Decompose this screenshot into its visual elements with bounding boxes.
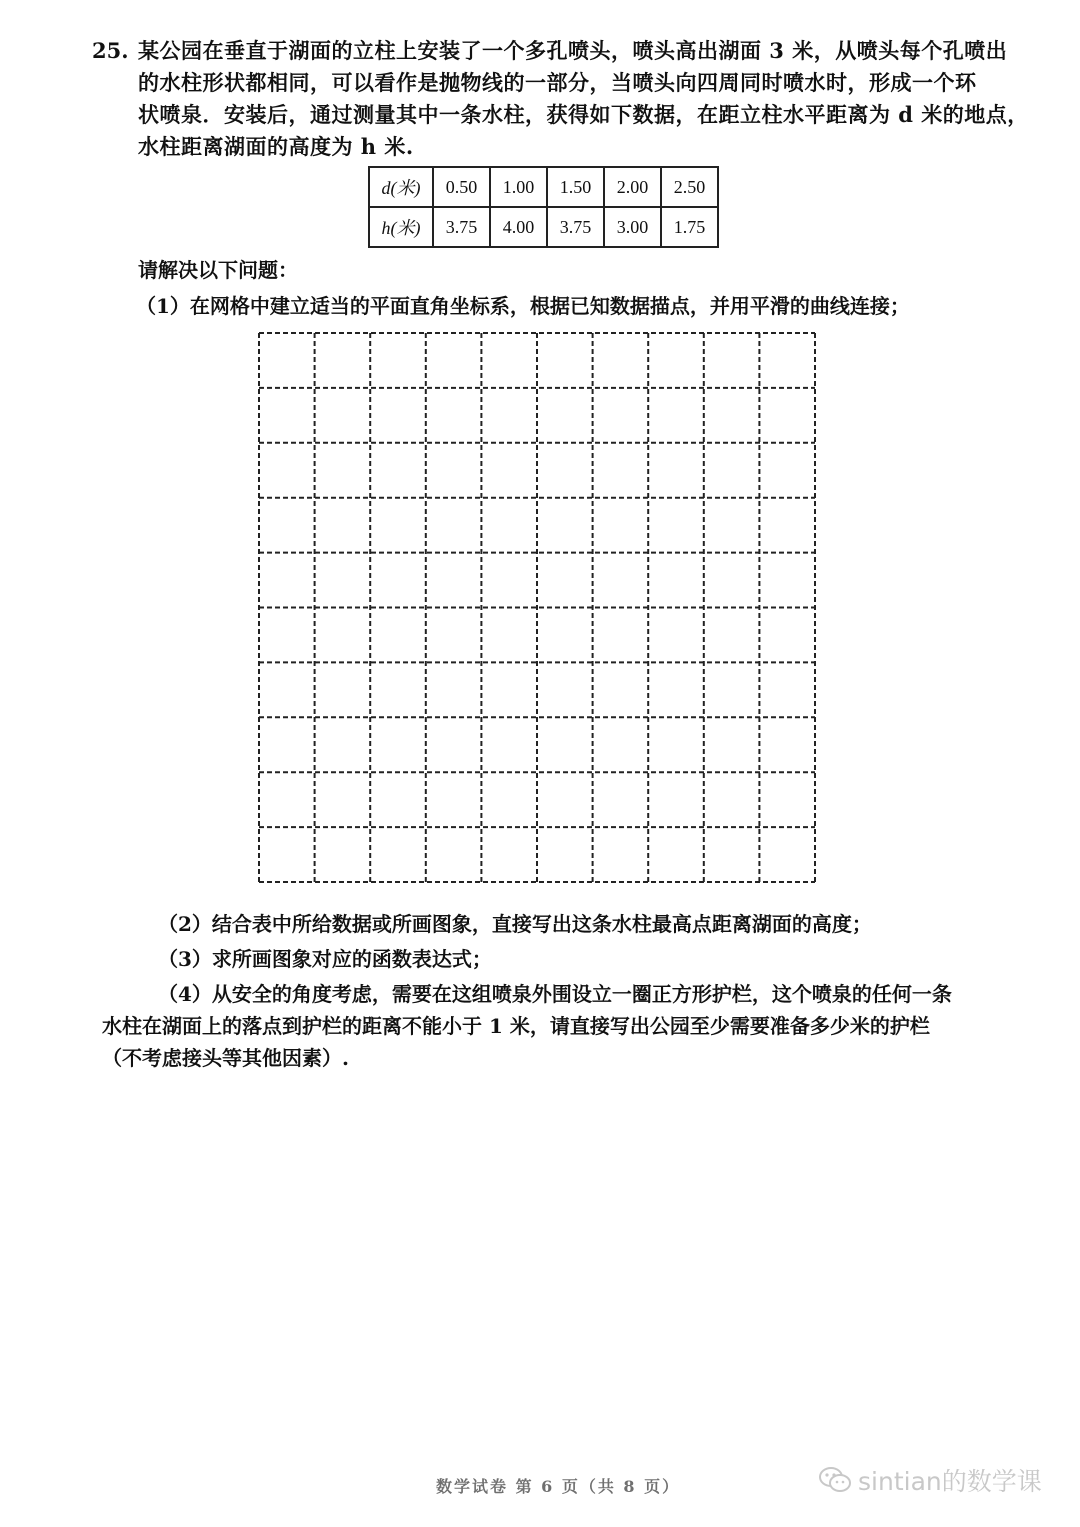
table-cell: 0.50 bbox=[433, 167, 490, 207]
table-cell: 1.50 bbox=[547, 167, 604, 207]
question-line-4: 水柱距离湖面的高度为 h 米. bbox=[138, 134, 414, 159]
data-table bbox=[368, 166, 719, 248]
table-cell: 4.00 bbox=[490, 207, 547, 247]
table-header-d: d(米) bbox=[369, 167, 433, 207]
table-cell: 2.50 bbox=[661, 167, 718, 207]
answer-grid bbox=[256, 330, 818, 885]
wechat-icon bbox=[818, 1465, 852, 1495]
part-4-line-2: 水柱在湖面上的落点到护栏的距离不能小于 1 米，请直接写出公园至少需要准备多少米的护栏 bbox=[102, 1014, 930, 1038]
table-cell: 3.75 bbox=[547, 207, 604, 247]
watermark bbox=[818, 1460, 1042, 1500]
table-cell: 3.00 bbox=[604, 207, 661, 247]
part-4-line-3: （不考虑接头等其他因素）. bbox=[102, 1046, 349, 1070]
question-line-3: 状喷泉．安装后，通过测量其中一条水柱，获得如下数据，在距立柱水平距离为 d 米的地点， bbox=[138, 102, 1029, 127]
watermark-text: sintian的数学课 bbox=[858, 1467, 1042, 1496]
page-footer: 数学试卷 第 6 页（共 8 页） bbox=[436, 1477, 681, 1496]
table-row-h bbox=[369, 207, 718, 247]
part-3-text: （3）求所画图象对应的函数表达式； bbox=[158, 947, 492, 971]
table-header-h: h(米) bbox=[369, 207, 433, 247]
table-cell: 1.75 bbox=[661, 207, 718, 247]
part-2-text: （2）结合表中所给数据或所画图象，直接写出这条水柱最高点距离湖面的高度； bbox=[158, 912, 872, 936]
question-number: 25. bbox=[92, 38, 129, 63]
problem-prompt: 请解决以下问题： bbox=[138, 258, 298, 282]
dashed-grid bbox=[256, 330, 818, 885]
table-cell: 1.00 bbox=[490, 167, 547, 207]
table-cell: 3.75 bbox=[433, 207, 490, 247]
part-1-text: （1）在网格中建立适当的平面直角坐标系，根据已知数据描点，并用平滑的曲线连接； bbox=[136, 294, 910, 318]
question-line-1: 某公园在垂直于湖面的立柱上安装了一个多孔喷头，喷头高出湖面 3 米，从喷头每个孔喷出 bbox=[138, 38, 1008, 63]
question-line-2: 的水柱形状都相同，可以看作是抛物线的一部分，当喷头向四周同时喷水时，形成一个环 bbox=[138, 70, 977, 95]
table-cell: 2.00 bbox=[604, 167, 661, 207]
part-4-line-1: （4）从安全的角度考虑，需要在这组喷泉外围设立一圈正方形护栏，这个喷泉的任何一条 bbox=[158, 982, 952, 1006]
table-row-d bbox=[369, 167, 718, 207]
